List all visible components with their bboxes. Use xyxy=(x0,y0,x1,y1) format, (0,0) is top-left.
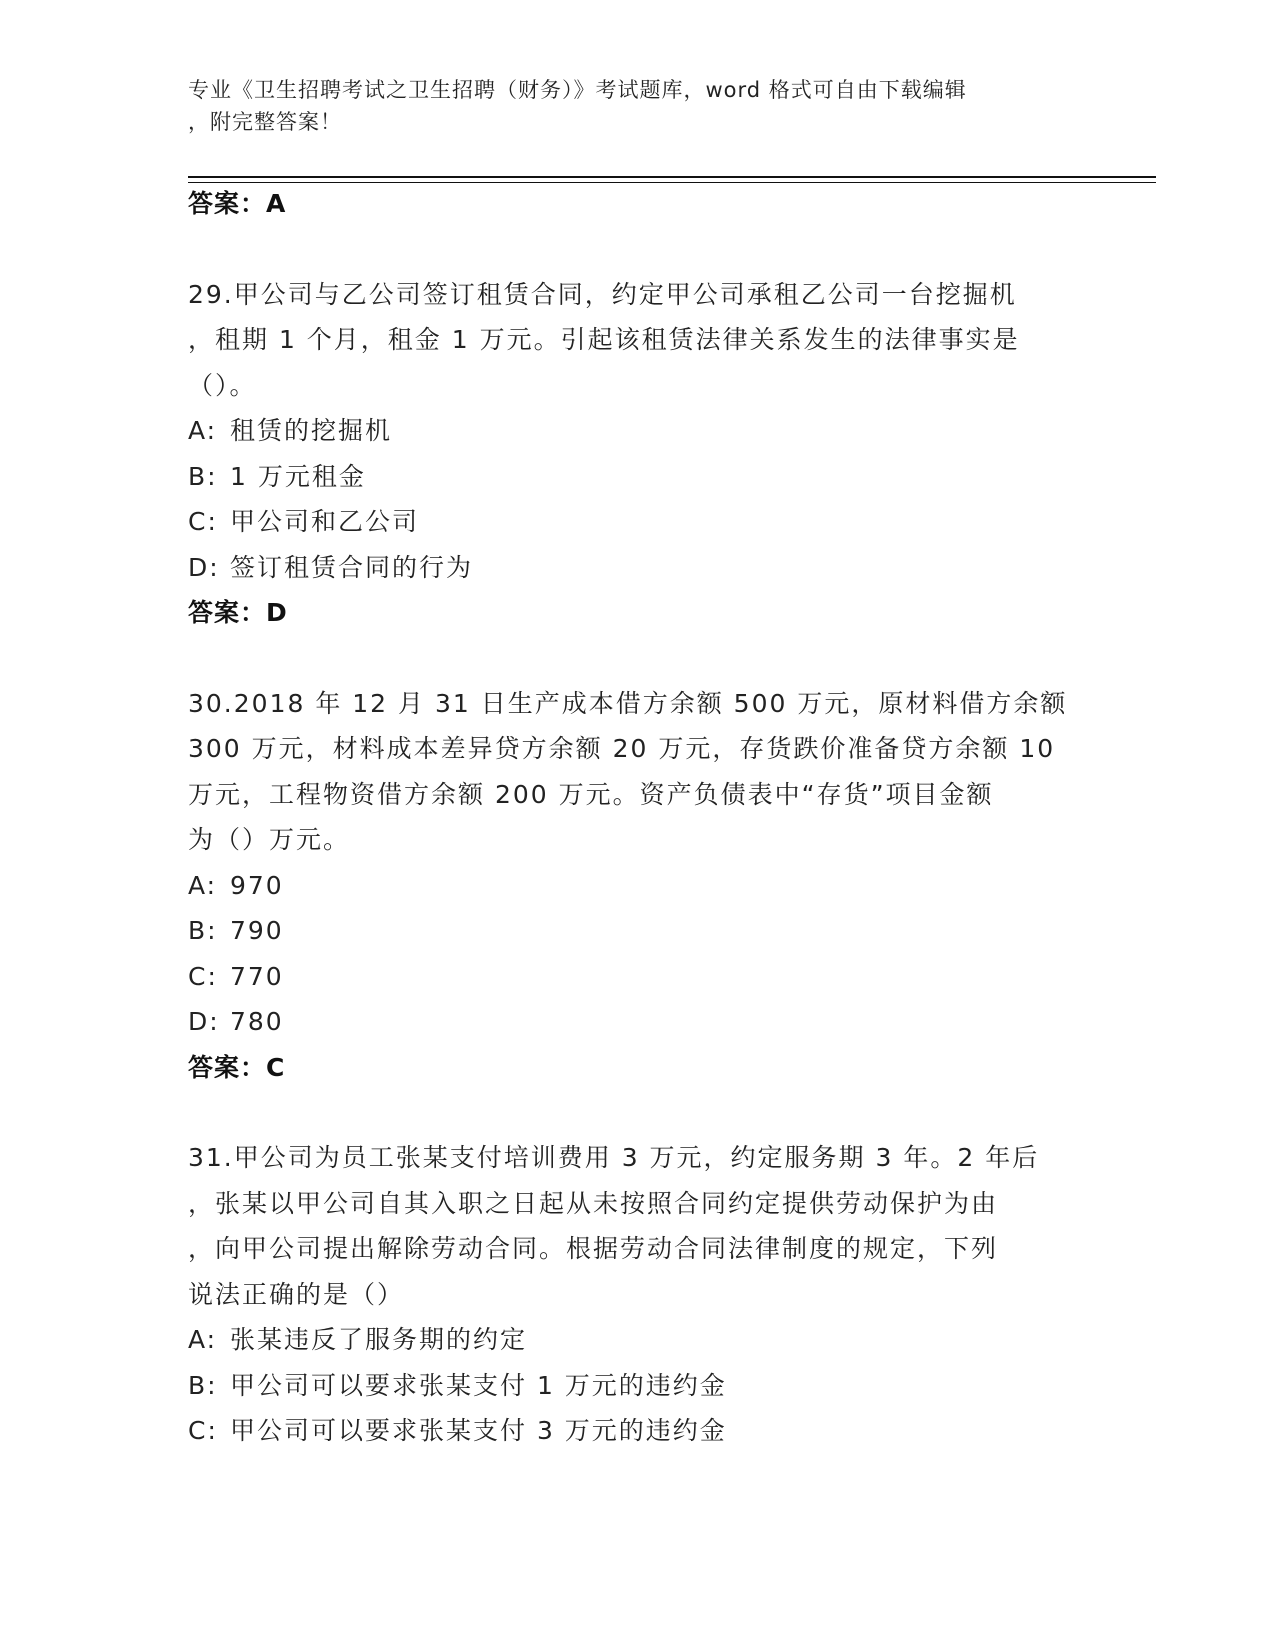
option-text: 770 xyxy=(230,961,284,991)
question-30 xyxy=(188,681,1088,1091)
question-30-answer: 答案：C xyxy=(188,1052,286,1082)
page-header xyxy=(188,74,1088,138)
option-text: 甲公司可以要求张某支付 3 万元的违约金 xyxy=(230,1416,727,1445)
question-29-option-c xyxy=(188,499,1088,545)
option-key: C: xyxy=(188,1416,218,1445)
question-31-option-a xyxy=(188,1317,1088,1363)
header-line-1: 专业《卫生招聘考试之卫生招聘（财务）》考试题库，word 格式可自由下载编辑 xyxy=(188,78,967,102)
option-text: 1 万元租金 xyxy=(230,461,366,491)
question-30-option-a xyxy=(188,863,1088,909)
question-30-option-d xyxy=(188,999,1088,1045)
question-30-line-3: 万元，工程物资借方余额 200 万元。资产负债表中“存货”项目金额 xyxy=(188,779,994,809)
option-key: C: xyxy=(188,507,218,536)
question-29-option-a xyxy=(188,408,1088,454)
option-text: 租赁的挖掘机 xyxy=(230,416,393,445)
header-line-2: ，附完整答案！ xyxy=(188,110,342,134)
option-key: A: xyxy=(188,416,218,445)
option-key: B: xyxy=(188,461,218,491)
question-31 xyxy=(188,1135,1088,1454)
question-29-option-d xyxy=(188,545,1088,591)
option-key: B: xyxy=(188,1370,218,1400)
option-key: D: xyxy=(188,552,220,582)
option-text: 签订租赁合同的行为 xyxy=(230,552,474,582)
question-30-line-4: 为（）万元。 xyxy=(188,825,351,854)
question-29-line-1: 29.甲公司与乙公司签订租赁合同，约定甲公司承租乙公司一台挖掘机 xyxy=(188,279,1017,309)
option-key: A: xyxy=(188,1325,218,1354)
question-30-line-1: 30.2018 年 12 月 31 日生产成本借方余额 500 万元，原材料借方余额 xyxy=(188,688,1068,718)
header-rule-thick xyxy=(188,176,1156,178)
question-31-line-1: 31.甲公司为员工张某支付培训费用 3 万元，约定服务期 3 年。2 年后 xyxy=(188,1143,1040,1172)
question-31-option-c xyxy=(188,1408,1088,1454)
question-29-option-b xyxy=(188,454,1088,500)
option-text: 甲公司可以要求张某支付 1 万元的违约金 xyxy=(230,1370,727,1400)
prev-answer: 答案：A xyxy=(188,189,287,218)
question-31-line-2: ，张某以甲公司自其入职之日起从未按照合同约定提供劳动保护为由 xyxy=(188,1188,999,1218)
question-29-line-3: （）。 xyxy=(188,370,257,400)
question-30-option-c xyxy=(188,954,1088,1000)
question-31-option-b xyxy=(188,1363,1088,1409)
option-text: 张某违反了服务期的约定 xyxy=(230,1325,528,1354)
option-text: 790 xyxy=(230,916,284,945)
question-29-answer: 答案：D xyxy=(188,598,288,627)
option-text: 780 xyxy=(230,1007,284,1036)
question-29 xyxy=(188,272,1088,636)
option-key: C: xyxy=(188,961,218,991)
question-30-option-b xyxy=(188,908,1088,954)
question-31-line-3: ，向甲公司提出解除劳动合同。根据劳动合同法律制度的规定，下列 xyxy=(188,1234,999,1263)
spacer xyxy=(188,227,1088,272)
question-29-line-2: ，租期 1 个月，租金 1 万元。引起该租赁法律关系发生的法律事实是 xyxy=(188,325,1020,354)
spacer xyxy=(188,636,1088,681)
option-key: A: xyxy=(188,870,218,900)
option-text: 甲公司和乙公司 xyxy=(230,507,420,536)
option-text: 970 xyxy=(230,870,284,900)
questions-body xyxy=(188,181,1088,1454)
question-30-line-2: 300 万元，材料成本差异贷方余额 20 万元，存货跌价准备贷方余额 10 xyxy=(188,734,1056,763)
option-key: D: xyxy=(188,1007,220,1036)
option-key: B: xyxy=(188,916,218,945)
question-31-line-4: 说法正确的是（） xyxy=(188,1279,405,1309)
spacer xyxy=(188,1090,1088,1135)
